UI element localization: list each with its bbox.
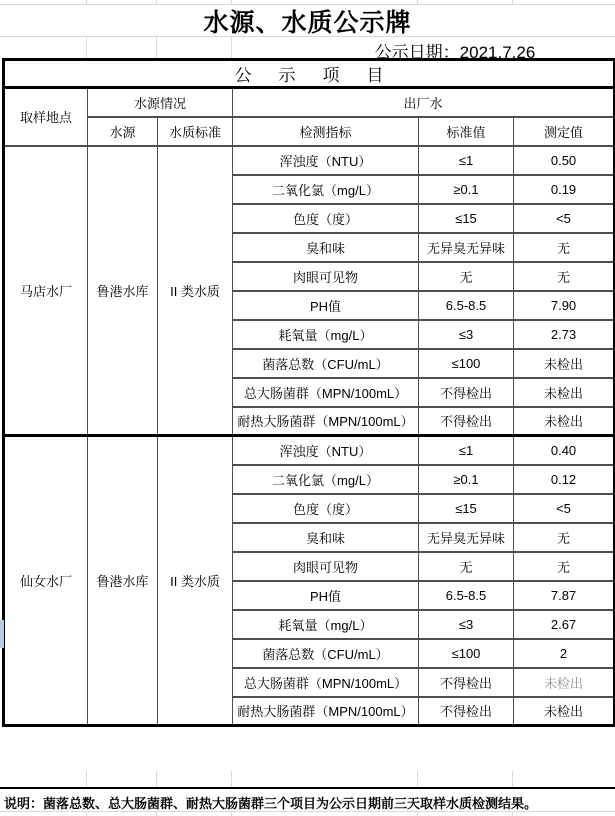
cell-measured-value: 7.90 — [514, 291, 615, 320]
cell-indicator: 耗氧量（mg/L） — [233, 320, 419, 349]
cell-indicator: 总大肠菌群（MPN/100mL） — [233, 668, 419, 697]
cell-standard-value: ≤15 — [419, 204, 514, 233]
cell-source: 鲁港水库 — [88, 436, 158, 726]
gridline — [512, 812, 513, 816]
cell-measured-value: <5 — [514, 494, 615, 523]
cell-indicator: 臭和味 — [233, 233, 419, 262]
gridline — [231, 812, 232, 816]
cell-standard-value: 不得检出 — [419, 668, 514, 697]
gridline — [86, 812, 87, 816]
header-standard-value: 标准值 — [419, 117, 514, 146]
cell-standard-value: ≥0.1 — [419, 175, 514, 204]
cell-indicator: 二氧化氯（mg/L） — [233, 465, 419, 494]
cell-indicator: 浑浊度（NTU） — [233, 436, 419, 465]
cell-standard-value: 不得检出 — [419, 407, 514, 436]
cell-indicator: 耗氧量（mg/L） — [233, 610, 419, 639]
cell-measured-value: <5 — [514, 204, 615, 233]
cell-standard-value: 无 — [419, 262, 514, 291]
cell-standard-value: 无 — [419, 552, 514, 581]
cell-measured-value: 2 — [514, 639, 615, 668]
cell-standard-value: ≤1 — [419, 146, 514, 175]
gridline — [156, 771, 157, 787]
cell-measured-value: 2.67 — [514, 610, 615, 639]
cell-site: 仙女水厂 — [4, 436, 88, 726]
cell-measured-value: 无 — [514, 233, 615, 262]
cell-indicator: 二氧化氯（mg/L） — [233, 175, 419, 204]
cell-measured-value: 未检出 — [514, 697, 615, 726]
cell-quality-standard: II 类水质 — [158, 146, 233, 436]
gridline — [231, 771, 232, 787]
cell-standard-value: ≤3 — [419, 610, 514, 639]
cell-standard-value: ≤100 — [419, 349, 514, 378]
gridline — [86, 771, 87, 787]
cell-standard-value: 无异臭无异味 — [419, 523, 514, 552]
cell-measured-value: 无 — [514, 262, 615, 291]
cell-indicator: 菌落总数（CFU/mL） — [233, 349, 419, 378]
cell-measured-value: 无 — [514, 552, 615, 581]
table-row — [4, 146, 615, 175]
cell-indicator: 色度（度） — [233, 494, 419, 523]
cell-standard-value: 6.5-8.5 — [419, 291, 514, 320]
cell-indicator: 菌落总数（CFU/mL） — [233, 639, 419, 668]
gridline — [417, 812, 418, 816]
cell-standard-value: 不得检出 — [419, 378, 514, 407]
cell-standard-value: ≤15 — [419, 494, 514, 523]
cell-measured-value: 7.87 — [514, 581, 615, 610]
cell-indicator: PH值 — [233, 291, 419, 320]
header-sample-site: 取样地点 — [4, 88, 88, 146]
cell-indicator: 肉眼可见物 — [233, 552, 419, 581]
header-quality-standard: 水质标准 — [158, 117, 233, 146]
water-quality-table — [2, 58, 615, 727]
cell-measured-value: 未检出 — [514, 378, 615, 407]
table-row — [4, 436, 615, 465]
cell-indicator: 浑浊度（NTU） — [233, 146, 419, 175]
cell-indicator: 耐热大肠菌群（MPN/100mL） — [233, 697, 419, 726]
gridline — [0, 811, 615, 812]
cell-standard-value: ≥0.1 — [419, 465, 514, 494]
note-text: 说明：菌落总数、总大肠菌群、耐热大肠菌群三个项目为公示日期前三天取样水质检测结果。 — [0, 787, 615, 811]
header-measured-value: 测定值 — [514, 117, 615, 146]
gridline — [512, 771, 513, 787]
cell-measured-value: 未检出 — [514, 668, 615, 697]
page-title: 水源、水质公示牌 — [203, 9, 412, 37]
table-row — [4, 117, 615, 146]
cell-measured-value: 2.73 — [514, 320, 615, 349]
table-row — [4, 88, 615, 117]
cell-measured-value: 0.50 — [514, 146, 615, 175]
gridline — [231, 36, 232, 58]
header-indicator: 检测指标 — [233, 117, 419, 146]
cell-indicator: 臭和味 — [233, 523, 419, 552]
cell-measured-value: 0.40 — [514, 436, 615, 465]
table-row — [4, 60, 615, 88]
selection-artifact — [0, 620, 4, 648]
cell-indicator: PH值 — [233, 581, 419, 610]
cell-standard-value: 无异臭无异味 — [419, 233, 514, 262]
cell-standard-value: ≤3 — [419, 320, 514, 349]
gridline — [86, 36, 87, 58]
cell-indicator: 肉眼可见物 — [233, 262, 419, 291]
banner-label: 公示项目 — [234, 66, 411, 85]
cell-standard-value: 6.5-8.5 — [419, 581, 514, 610]
banner-projects — [4, 60, 615, 88]
cell-site: 马店水厂 — [4, 146, 88, 436]
cell-standard-value: ≤1 — [419, 436, 514, 465]
cell-indicator: 耐热大肠菌群（MPN/100mL） — [233, 407, 419, 436]
cell-standard-value: 不得检出 — [419, 697, 514, 726]
cell-measured-value: 无 — [514, 523, 615, 552]
gridline — [156, 36, 157, 58]
cell-indicator: 色度（度） — [233, 204, 419, 233]
cell-measured-value: 未检出 — [514, 407, 615, 436]
cell-measured-value: 未检出 — [514, 349, 615, 378]
gridline — [156, 812, 157, 816]
cell-source: 鲁港水库 — [88, 146, 158, 436]
cell-standard-value: ≤100 — [419, 639, 514, 668]
cell-indicator: 总大肠菌群（MPN/100mL） — [233, 378, 419, 407]
cell-measured-value: 0.19 — [514, 175, 615, 204]
publish-date: 公示日期：2021.7.26 — [374, 43, 536, 62]
header-factory-water: 出厂水 — [233, 88, 615, 117]
cell-quality-standard: II 类水质 — [158, 436, 233, 726]
gridline — [417, 771, 418, 787]
header-source: 水源 — [88, 117, 158, 146]
cell-measured-value: 0.12 — [514, 465, 615, 494]
header-source-group: 水源情况 — [88, 88, 233, 117]
